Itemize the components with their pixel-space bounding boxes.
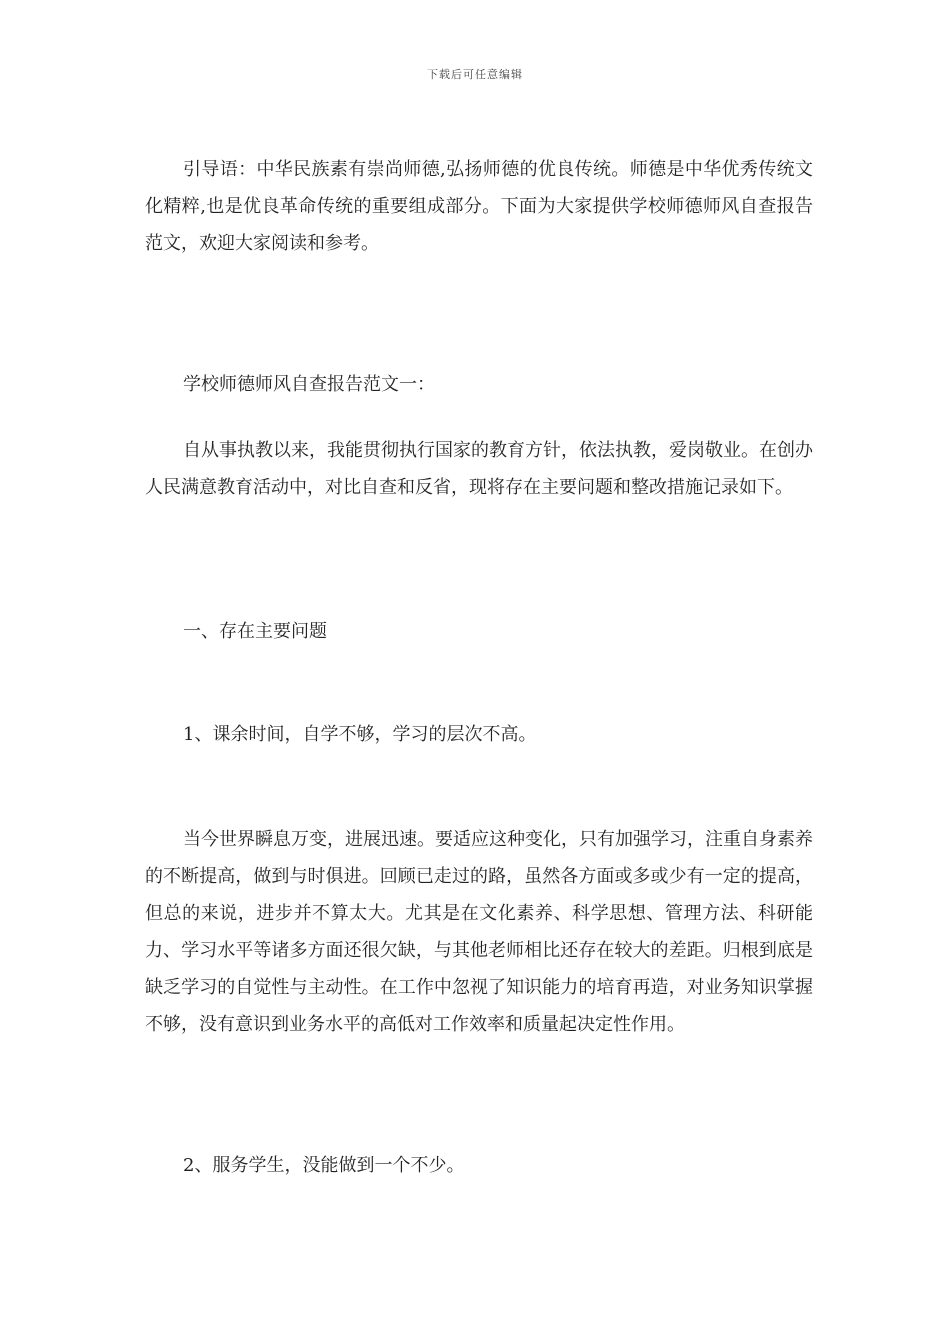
intro-paragraph: 引导语：中华民族素有崇尚师德,弘扬师德的优良传统。师德是中华优秀传统文化精粹,也是优良革命传统的重要组成部分。下面为大家提供学校师德师风自查报告范文，欢迎大家阅读和参考。	[145, 159, 813, 254]
item-1-heading: 1、课余时间，自学不够，学习的层次不高。	[183, 724, 537, 745]
section-heading-problems: 一、存在主要问题	[183, 621, 327, 642]
report-title: 学校师德师风自查报告范文一：	[183, 374, 435, 395]
header-note: 下载后可任意编辑	[427, 68, 523, 81]
item-1-paragraph: 当今世界瞬息万变，进展迅速。要适应这种变化，只有加强学习，注重自身素养的不断提高，做到与时俱进。回顾已走过的路，虽然各方面或多或少有一定的提高，但总的来说，进步并不算太大。尤其是在文化素养、科学思想、管理方法、科研能力、学习水平等诸多方面还很欠缺，与其他老师相比还存在较大的差距。归根到底是缺乏学习的自觉性与主动性。在工作中忽视了知识能力的培育再造，对业务知识掌握不够，没有意识到业务水平的高低对工作效率和质量起决定性作用。	[145, 829, 813, 1035]
item-2-heading: 2、服务学生，没能做到一个不少。	[183, 1155, 465, 1176]
selfcheck-paragraph: 自从事执教以来，我能贯彻执行国家的教育方针，依法执教，爱岗敬业。在创办人民满意教育活动中，对比自查和反省，现将存在主要问题和整改措施记录如下。	[145, 440, 813, 498]
